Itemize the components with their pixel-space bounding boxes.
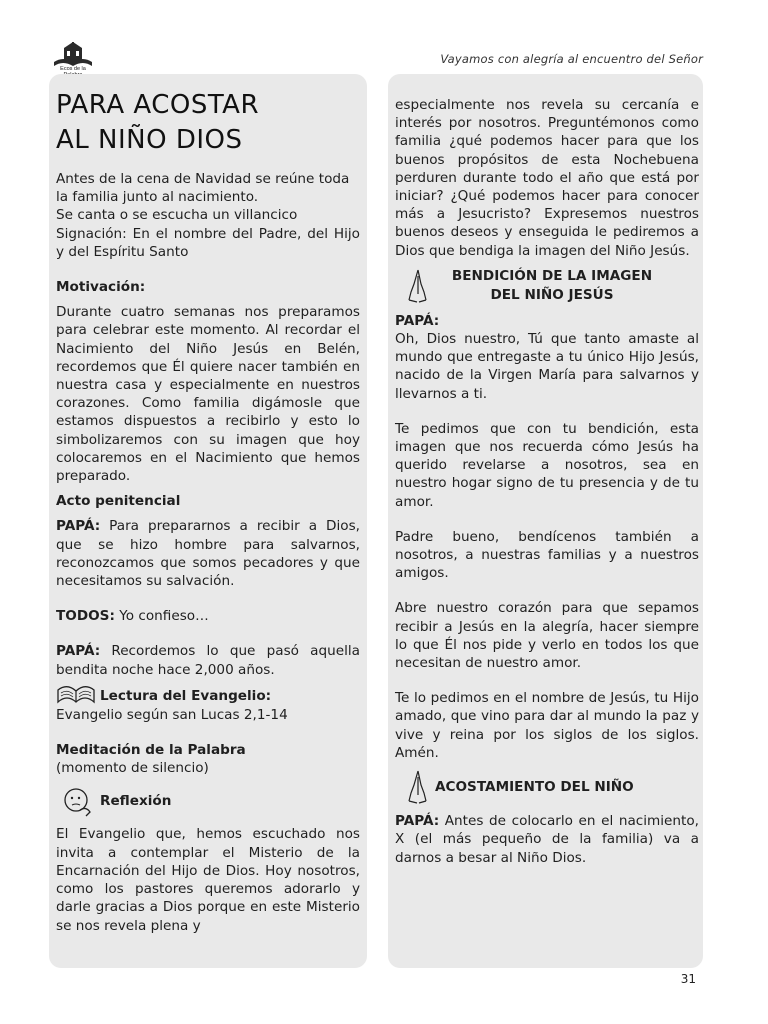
logo-text: Ecos de la [60, 66, 86, 72]
bendicion-heading-line-1: BENDICIÓN DE LA IMAGEN [451, 267, 653, 284]
header-tagline: Vayamos con alegría al encuentro del Señor [440, 52, 703, 66]
papa-label: PAPÁ: [56, 518, 101, 535]
reflexion-heading: Reflexión [100, 793, 172, 810]
acostamiento-paragraph [395, 812, 699, 867]
prayer-paragraph-1: Oh, Dios nuestro, Tú que tanto amaste al mundo que entregaste a tu único Hijo Jesús, nacido de la Virgen María para salvarnos y llevarnos a ti. [395, 331, 699, 402]
meditacion-heading: Meditación de la Palabra [56, 742, 246, 759]
right-column [388, 74, 703, 968]
papa-label: PAPÁ: [56, 643, 101, 660]
page-number: 31 [680, 972, 696, 986]
todos-label: TODOS: [56, 608, 115, 625]
page-title [56, 88, 360, 158]
intro-line-3: Signación: En el nombre del Padre, del Hijo y del Espíritu Santo [56, 225, 360, 260]
intro-line-1: Antes de la cena de Navidad se reúne toda la familia junto al nacimiento. [56, 171, 350, 206]
reflexion-text: El Evangelio que, hemos escuchado nos invita a contemplar el Misterio de la Encarnación del Hijo de Dios. Hoy nosotros, como los pastores queremos adorarlo y darle gracias a Dios porque en este Misterio se nos revela plena y [56, 826, 360, 934]
papa-label: PAPÁ: [395, 813, 440, 830]
prayer-paragraph-2: Te pedimos que con tu bendición, esta imagen que nos recuerda cómo Jesús ha querido revelarse a nosotros, sea en nuestro hogar signo de tu presencia y de tu amor. [395, 420, 699, 510]
intro-line-2: Se canta o se escucha un villancico [56, 207, 298, 224]
publisher-logo [52, 42, 94, 76]
lectura-heading: Lectura del Evangelio: [100, 687, 272, 704]
todos-paragraph [56, 607, 360, 625]
papa-label: PAPÁ: [395, 312, 440, 329]
lectura-heading-row [56, 686, 360, 706]
meditacion-text: (momento de silencio) [56, 760, 209, 777]
prayer-paragraph-3: Padre bueno, bendícenos también a nosotros, a nuestras familias y a nuestros amigos. [395, 528, 699, 582]
papa-text-2: Recordemos lo que pasó aquella bendita noche hace 2,000 años. [56, 643, 360, 678]
bendicion-heading [435, 267, 699, 305]
left-column [49, 74, 367, 968]
papa-text-1: Para prepararnos a recibir a Dios, que se hizo hombre para salvarnos, reconozcamos que somos pecadores y que necesitamos su salvación. [56, 518, 360, 590]
motivacion-text: Durante cuatro semanas nos preparamos para celebrar este momento. Al recordar el Nacimiento del Niño Jesús en Belén, recordemos que Él quiere nacer también en nuestra casa y especialmente en nuestros corazones. Como familia digámosle que estamos dispuestos a recibirlo y esto lo simbolizaremos con su imagen que hoy colocaremos en el Nacimiento que hemos preparado. [56, 304, 360, 485]
title-line-1: PARA ACOSTAR [56, 90, 260, 120]
reflexion-continuation: especialmente nos revela su cercanía e interés por nosotros. Preguntémonos como familia ¿qué podemos hacer para que los buenos propósitos de esta Nochebuena perduren durante todo el año que está por iniciar? ¿Qué podemos hacer para conocer más a Jesucristo? Expresemos nuestros buenos deseos y enseguida le pediremos a Dios que bendiga la imagen del Niño Jesús. [395, 97, 699, 259]
reflexion-heading-row [56, 784, 360, 818]
acostamiento-heading-row [395, 769, 699, 805]
prayer-paragraph-4: Abre nuestro corazón para que sepamos recibir a Jesús en la alegría, hacer siempre lo que Él nos pide y verlo en todos los que necesitan de nuestro amor. [395, 600, 699, 672]
todos-text: Yo confieso… [114, 608, 209, 625]
acostamiento-heading: ACOSTAMIENTO DEL NIÑO [435, 778, 634, 795]
praying-hands-icon [405, 268, 431, 304]
motivacion-heading: Motivación: [56, 279, 146, 296]
lectura-text: Evangelio según san Lucas 2,1-14 [56, 706, 288, 723]
prayer-paragraph-5: Te lo pedimos en el nombre de Jesús, tu Hijo amado, que vino para dar al mundo la paz y vive y reina por los siglos de los siglos. Amén. [395, 690, 699, 761]
praying-hands-icon [405, 769, 431, 805]
papa-paragraph-1 [56, 517, 360, 590]
acto-heading: Acto penitencial [56, 493, 181, 510]
acostamiento-text: Antes de colocarlo en el nacimiento, X (el más pequeño de la familia) va a darnos a besar al Niño Dios. [395, 813, 699, 866]
thinking-face-icon [60, 784, 96, 818]
book-church-icon [52, 42, 94, 68]
open-book-icon [56, 686, 96, 706]
title-line-2: AL NIÑO DIOS [56, 125, 243, 155]
papa-paragraph-2 [56, 642, 360, 678]
bendicion-heading-row [395, 267, 699, 305]
bendicion-heading-line-2: DEL NIÑO JESÚS [490, 286, 614, 303]
